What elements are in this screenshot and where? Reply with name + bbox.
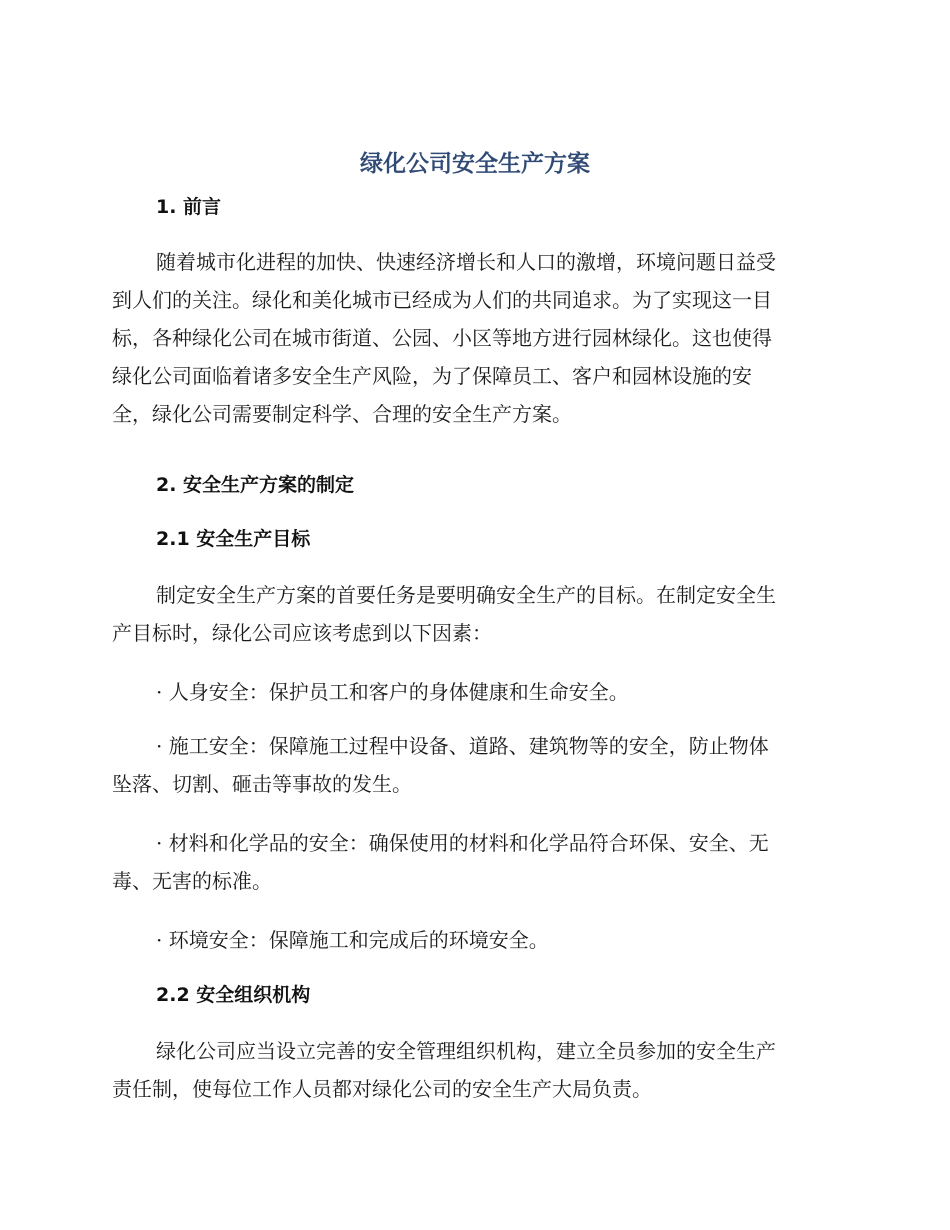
section-heading-goals: 2.1 安全生产目标 bbox=[156, 528, 311, 550]
document-title: 绿化公司安全生产方案 bbox=[360, 151, 590, 177]
paragraph-line: 全，绿化公司需要制定科学、合理的安全生产方案。 bbox=[112, 402, 572, 426]
paragraph-line: 产目标时，绿化公司应该考虑到以下因素： bbox=[112, 621, 492, 645]
bullet-environment-safety bbox=[112, 921, 840, 959]
paragraph-line: 绿化公司面临着诸多安全生产风险，为了保障员工、客户和园林设施的安 bbox=[112, 364, 752, 388]
bullet-line: 毒、无害的标准。 bbox=[112, 869, 272, 893]
paragraph-goals-intro bbox=[112, 576, 840, 652]
section-heading-preface: 1. 前言 bbox=[156, 196, 222, 218]
section-heading-organization: 2.2 安全组织机构 bbox=[156, 984, 311, 1006]
bullet-construction-safety bbox=[112, 727, 840, 803]
bullet-line: · 施工安全：保障施工过程中设备、道路、建筑物等的安全，防止物体 bbox=[156, 734, 769, 758]
paragraph-line: 绿化公司应当设立完善的安全管理组织机构，建立全员参加的安全生产 bbox=[156, 1039, 776, 1063]
bullet-line: · 环境安全：保障施工和完成后的环境安全。 bbox=[156, 928, 549, 952]
bullet-material-safety bbox=[112, 824, 840, 900]
paragraph-line: 标，各种绿化公司在城市街道、公园、小区等地方进行园林绿化。这也使得 bbox=[112, 326, 772, 350]
paragraph-line: 责任制，使每位工作人员都对绿化公司的安全生产大局负责。 bbox=[112, 1077, 652, 1101]
paragraph-preface bbox=[112, 243, 840, 433]
bullet-line: · 材料和化学品的安全：确保使用的材料和化学品符合环保、安全、无 bbox=[156, 831, 769, 855]
bullet-line: 坠落、切割、砸击等事故的发生。 bbox=[112, 772, 412, 796]
section-heading-plan: 2. 安全生产方案的制定 bbox=[156, 474, 355, 496]
paragraph-line: 随着城市化进程的加快、快速经济增长和人口的激增，环境问题日益受 bbox=[156, 250, 776, 274]
paragraph-line: 到人们的关注。绿化和美化城市已经成为人们的共同追求。为了实现这一目 bbox=[112, 288, 772, 312]
bullet-personal-safety bbox=[112, 673, 840, 711]
paragraph-line: 制定安全生产方案的首要任务是要明确安全生产的目标。在制定安全生 bbox=[156, 583, 776, 607]
paragraph-organization bbox=[112, 1032, 840, 1108]
bullet-line: · 人身安全：保护员工和客户的身体健康和生命安全。 bbox=[156, 680, 629, 704]
